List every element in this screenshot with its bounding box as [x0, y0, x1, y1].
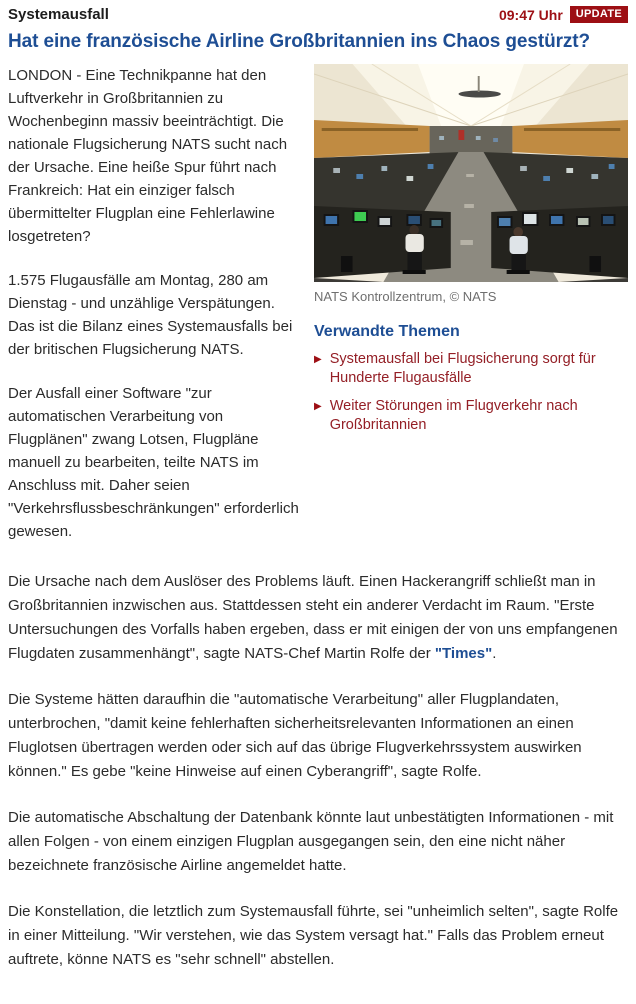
related-topics-list: [314, 350, 628, 435]
article-meta: [499, 6, 628, 23]
intro-paragraph: LONDON - Eine Technikpanne hat den Luftverkehr in Großbritannien zu Wochenbeginn massiv beeinträchtigt. Die nationale Flugsicherung NATS sucht nach der Ursache. Eine heiße Spur führt nach Frankreich: Hat ein einziger falsch übermittelter Flugplan eine Fehlerlawine losgetreten?: [8, 66, 288, 245]
body-paragraph: Die Konstellation, die letztlich zum Systemausfall führte, sei "unheimlich selten", sagte Rolfe in einer Mitteilung. "Wir verstehen, wie das System versagt hat." Falls das Problem erneut auftrete, könne NATS es "sehr schnell" abstellen.: [8, 902, 619, 968]
update-badge: UPDATE: [570, 6, 628, 23]
article-header: [8, 6, 628, 23]
article-body: [8, 570, 628, 972]
kicker: Systemausfall: [8, 6, 109, 23]
body-text: .: [492, 644, 497, 662]
page-title: Hat eine französische Airline Großbritannien ins Chaos gestürzt?: [8, 31, 590, 52]
related-link-stoerungen[interactable]: Weiter Störungen im Flugverkehr nach Großbritannien: [329, 397, 578, 433]
times-link[interactable]: "Times": [434, 644, 493, 662]
related-link-systemausfall[interactable]: Systemausfall bei Flugsicherung sorgt für Hunderte Flugausfälle: [329, 350, 596, 386]
nats-control-room-photo: [314, 64, 628, 282]
related-topics: [314, 323, 628, 435]
list-item: [314, 397, 628, 435]
article-image[interactable]: [314, 64, 628, 282]
triangle-bullet-icon: ▶: [314, 353, 322, 365]
image-caption: NATS Kontrollzentrum, © NATS: [314, 288, 497, 304]
body-paragraph: Die automatische Abschaltung der Datenbank könnte laut unbestätigten Informationen - mit allen Folgen - von einem einzigen Flugplan ausgegangen sein, den eine nicht näher bezeichnete französische Airline angemeldet hatte.: [8, 808, 614, 874]
body-paragraph: [8, 570, 628, 666]
article-columns: [8, 64, 628, 564]
triangle-bullet-icon: ▶: [314, 400, 322, 412]
intro-paragraph: Der Ausfall einer Software "zur automatischen Verarbeitung von Flugplänen" zwang Lotsen, Flugpläne manuell zu bearbeiten, teilte NATS im Anschluss mit. Daher seien "Verkehrsflussbeschränkungen" erforderlich gewesen.: [8, 384, 299, 540]
body-text: Die Ursache nach dem Auslöser des Problems läuft. Einen Hackerangriff schließt man in Großbritannien inzwischen aus. Stattdessen steht ein anderer Verdacht im Raum. "Erste Untersuchungen des Vorfalls haben ergeben, dass er mit einigen der von uns empfangenen Flugdaten zusammenhängt", sagte NATS-Chef Martin Rolfe der: [8, 572, 618, 662]
intro-paragraph: 1.575 Flugausfälle am Montag, 280 am Dienstag - und unzählige Verspätungen. Das ist die Bilanz eines Systemausfalls bei der britischen Flugsicherung NATS.: [8, 271, 293, 358]
media-column: [314, 64, 628, 444]
related-topics-heading: Verwandte Themen: [314, 322, 460, 340]
body-paragraph: Die Systeme hätten daraufhin die "automatische Verarbeitung" aller Flugplandaten, unterbrochen, "damit keine fehlerhaften sicherheitsrelevanten Informationen an einen Fluglotsen übertragen werden oder sich auf das übrige Flugverkehrssystem auswirken können." Es gebe "keine Hinweise auf einen Cyberangriff", sagte Rolfe.: [8, 690, 582, 780]
intro-column: [8, 64, 300, 564]
list-item: [314, 350, 628, 388]
timestamp: 09:47 Uhr: [498, 6, 563, 23]
